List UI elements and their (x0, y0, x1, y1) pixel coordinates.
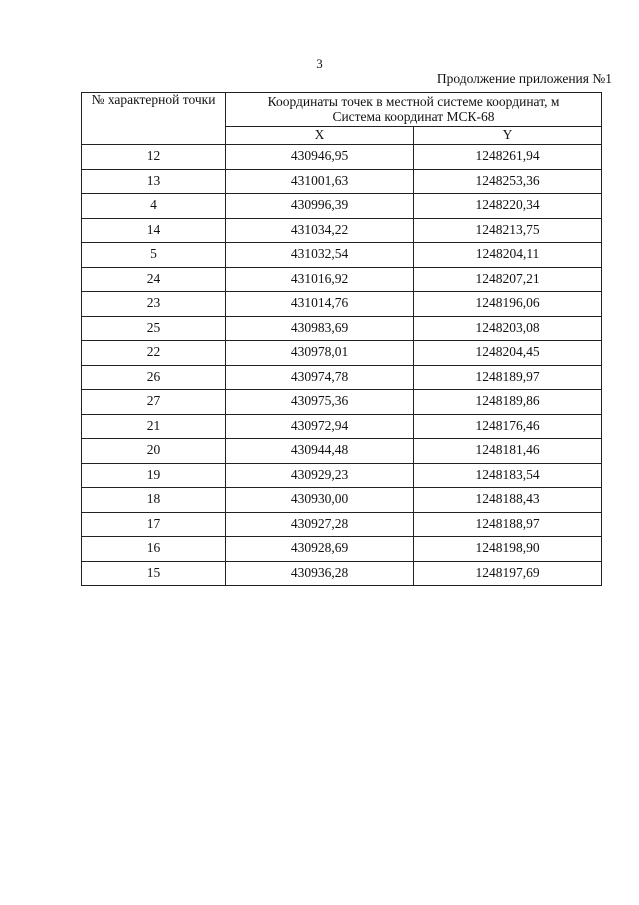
x-coordinate-cell: 430974,78 (226, 365, 414, 390)
header-point-number: № характерной точки (82, 93, 226, 145)
x-coordinate-cell: 430944,48 (226, 439, 414, 464)
point-number-cell: 13 (82, 169, 226, 194)
y-coordinate-cell: 1248207,21 (414, 267, 602, 292)
point-number-cell: 20 (82, 439, 226, 464)
header-y: Y (414, 127, 602, 145)
x-coordinate-cell: 430927,28 (226, 512, 414, 537)
y-coordinate-cell: 1248181,46 (414, 439, 602, 464)
header-x: X (226, 127, 414, 145)
coordinates-table (81, 92, 602, 586)
table-row (82, 341, 602, 366)
table-row (82, 561, 602, 586)
point-number-cell: 5 (82, 243, 226, 268)
point-number-cell: 27 (82, 390, 226, 415)
table-row (82, 414, 602, 439)
page-number: 3 (316, 56, 323, 71)
point-number-cell: 21 (82, 414, 226, 439)
point-number-cell: 25 (82, 316, 226, 341)
x-coordinate-cell: 431034,22 (226, 218, 414, 243)
point-number-cell: 12 (82, 145, 226, 170)
y-coordinate-cell: 1248188,43 (414, 488, 602, 513)
x-coordinate-cell: 430936,28 (226, 561, 414, 586)
point-number-cell: 14 (82, 218, 226, 243)
table-row (82, 365, 602, 390)
y-coordinate-cell: 1248183,54 (414, 463, 602, 488)
y-coordinate-cell: 1248197,69 (414, 561, 602, 586)
x-coordinate-cell: 430946,95 (226, 145, 414, 170)
table-row (82, 463, 602, 488)
y-coordinate-cell: 1248253,36 (414, 169, 602, 194)
y-coordinate-cell: 1248204,11 (414, 243, 602, 268)
table-row (82, 390, 602, 415)
table-row (82, 267, 602, 292)
point-number-cell: 16 (82, 537, 226, 562)
x-coordinate-cell: 431016,92 (226, 267, 414, 292)
y-coordinate-cell: 1248176,46 (414, 414, 602, 439)
y-coordinate-cell: 1248261,94 (414, 145, 602, 170)
x-coordinate-cell: 430978,01 (226, 341, 414, 366)
point-number-cell: 24 (82, 267, 226, 292)
y-coordinate-cell: 1248204,45 (414, 341, 602, 366)
table-row (82, 218, 602, 243)
table-row (82, 243, 602, 268)
x-coordinate-cell: 430929,23 (226, 463, 414, 488)
point-number-cell: 4 (82, 194, 226, 219)
x-coordinate-cell: 431032,54 (226, 243, 414, 268)
y-coordinate-cell: 1248220,34 (414, 194, 602, 219)
point-number-cell: 19 (82, 463, 226, 488)
table-row (82, 537, 602, 562)
point-number-cell: 22 (82, 341, 226, 366)
y-coordinate-cell: 1248189,97 (414, 365, 602, 390)
x-coordinate-cell: 430975,36 (226, 390, 414, 415)
table-row (82, 194, 602, 219)
point-number-cell: 23 (82, 292, 226, 317)
table-row (82, 488, 602, 513)
x-coordinate-cell: 431014,76 (226, 292, 414, 317)
x-coordinate-cell: 431001,63 (226, 169, 414, 194)
header-coordinates-title: Координаты точек в местной системе координат, м (267, 93, 560, 109)
point-number-cell: 18 (82, 488, 226, 513)
table-row (82, 512, 602, 537)
x-coordinate-cell: 430996,39 (226, 194, 414, 219)
y-coordinate-cell: 1248196,06 (414, 292, 602, 317)
header-coordinates (226, 93, 602, 127)
y-coordinate-cell: 1248198,90 (414, 537, 602, 562)
table-body (82, 145, 602, 586)
y-coordinate-cell: 1248188,97 (414, 512, 602, 537)
table-row (82, 145, 602, 170)
x-coordinate-cell: 430983,69 (226, 316, 414, 341)
continuation-label: Продолжение приложения №1 (436, 71, 612, 86)
table-row (82, 439, 602, 464)
y-coordinate-cell: 1248213,75 (414, 218, 602, 243)
table-row (82, 292, 602, 317)
x-coordinate-cell: 430930,00 (226, 488, 414, 513)
table-row (82, 169, 602, 194)
header-coordinate-system: Система координат МСК-68 (332, 108, 495, 124)
x-coordinate-cell: 430972,94 (226, 414, 414, 439)
point-number-cell: 15 (82, 561, 226, 586)
y-coordinate-cell: 1248189,86 (414, 390, 602, 415)
x-coordinate-cell: 430928,69 (226, 537, 414, 562)
y-coordinate-cell: 1248203,08 (414, 316, 602, 341)
point-number-cell: 26 (82, 365, 226, 390)
point-number-cell: 17 (82, 512, 226, 537)
table-row (82, 316, 602, 341)
